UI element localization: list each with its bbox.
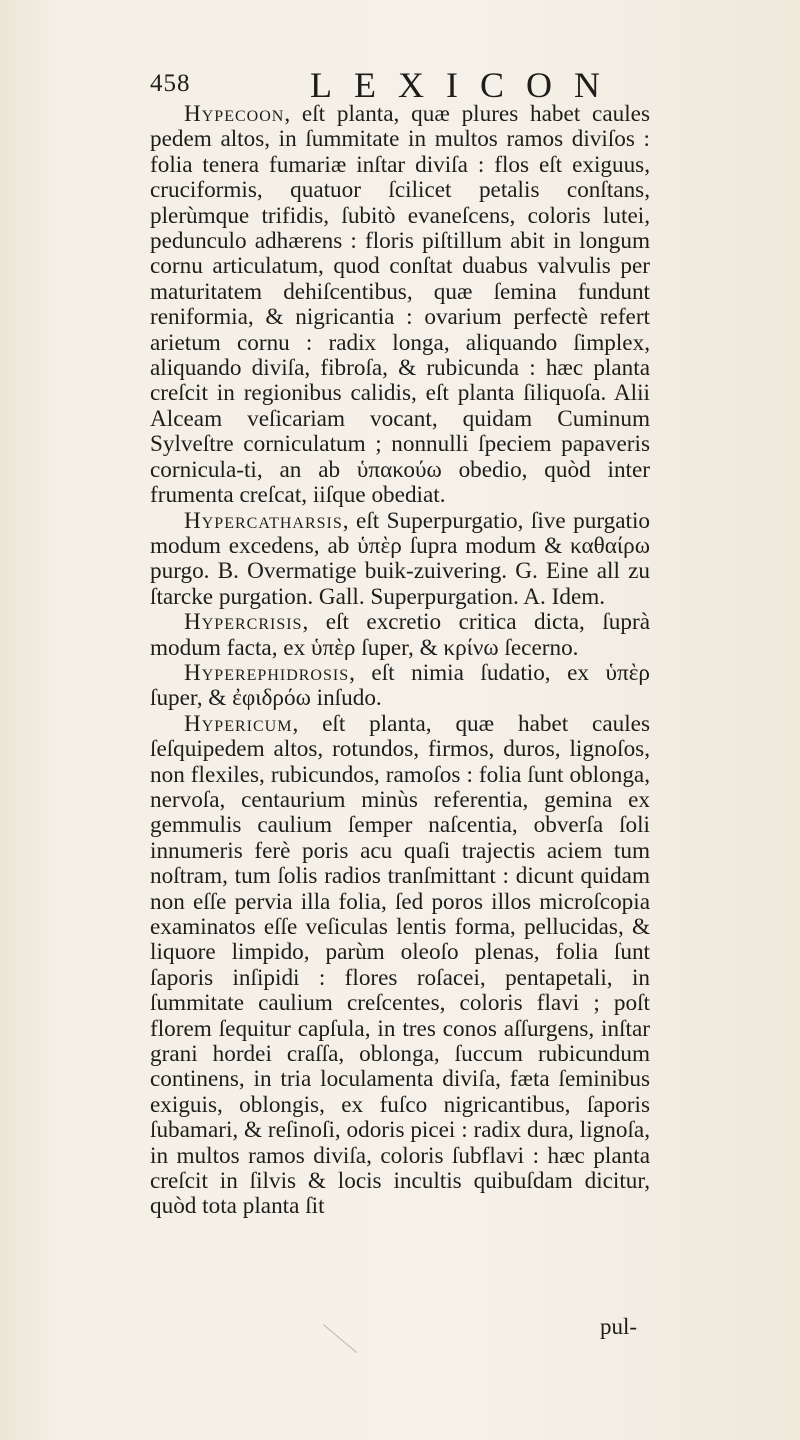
- entry-body: , eſt nimia ſudatio, ex ὑπὲρ ſuper, & ἐφιδρόω inſudo.: [150, 659, 650, 712]
- running-title: LEXICON: [310, 65, 622, 105]
- entry-hyperephidrosis: [150, 661, 650, 712]
- running-head: [150, 64, 650, 104]
- catchword: pul-: [600, 1314, 638, 1339]
- headword: Hyperephidrosis: [184, 659, 350, 686]
- entry-hypericum: [150, 712, 650, 1220]
- entry-hypecoon: [150, 102, 650, 509]
- text-column: [150, 102, 650, 1220]
- pencil-mark: [323, 1324, 357, 1353]
- entry-body: , eſt planta, quæ plures habet caules pedem altos, in ſummitate in multos ramos diviſos : folia tenera fumariæ inſtar diviſa : flos eſt exiguus, cruciformis, quatuor ſcilicet petalis conſtans, plerùmque trifidis, ſubitò evaneſcens, coloris lutei, pedunculo adhærens : floris piſtillum abit in longum cornu articulatum, quod conſtat duabus valvulis per maturitatem dehiſcentibus, quæ ſemina fundunt reniformia, & nigricantia : ovarium perfectè refert arietum cornu : radix longa, aliquando ſimplex, aliquando diviſa, fibroſa, & rubicunda : hæc planta creſcit in regionibus calidis, eſt planta ſiliquoſa. Alii Alceam veſicariam vocant, quidam Cuminum Sylveſtre corniculatum ; nonnulli ſpeciem papaveris cornicula-ti, an ab ὑπακούω obedio, quòd inter frumenta creſcat, iiſque obediat.: [150, 101, 650, 509]
- headword: Hypercrisis: [184, 609, 303, 636]
- entry-hypercrisis: [150, 610, 650, 661]
- headword: Hypercatharsis: [184, 507, 343, 534]
- entry-body: , eſt Superpurgatio, ſive purgatio modum excedens, ab ὑπὲρ ſupra modum & καθαίρω purgo. B. Overmatige buik-zuivering. G. Eine all zu ſtarcke purgation. Gall. Superpurgation. A. Idem.: [150, 507, 650, 610]
- headword: Hypecoon: [184, 101, 285, 127]
- page-number: 458: [150, 70, 191, 97]
- headword: Hypericum: [184, 710, 293, 737]
- entry-hypercatharsis: [150, 509, 650, 611]
- entry-body: , eſt planta, quæ habet caules ſeſquipedem altos, rotundos, firmos, duros, lignoſos, non flexiles, rubicundos, ramoſos : folia ſunt oblonga, nervoſa, centaurium minùs referentia, gemina ex gemmulis caulium ſemper naſcentia, obverſa ſoli innumeris ferè poris acu quaſi trajectis aciem tum noſtram, tum ſolis radios tranſmittant : dicunt quidam non eſſe pervia illa folia, ſed poros illos microſcopia examinatos eſſe veſiculas lentis forma, pellucidas, & liquore limpido, parùm oleoſo plenas, folia ſunt ſaporis inſipidi : flores roſacei, pentapetali, in ſummitate caulium creſcentes, coloris flavi ; poſt florem ſequitur capſula, in tres conos aſſurgens, inſtar grani hordei craſſa, oblonga, ſuccum rubicundum continens, in tria loculamenta diviſa, fæta ſeminibus exiguis, oblongis, ex fuſco nigricantibus, ſaporis ſubamari, & reſinoſi, odoris picei : radix dura, lignoſa, in multos ramos diviſa, coloris ſubflavi : hæc planta creſcit in ſilvis & locis incultis quibuſdam dicitur, quòd tota planta ſit: [150, 710, 650, 1220]
- entry-body: , eſt excretio critica dicta, ſuprà modum facta, ex ὑπὲρ ſuper, & κρίνω ſecerno.: [150, 609, 650, 661]
